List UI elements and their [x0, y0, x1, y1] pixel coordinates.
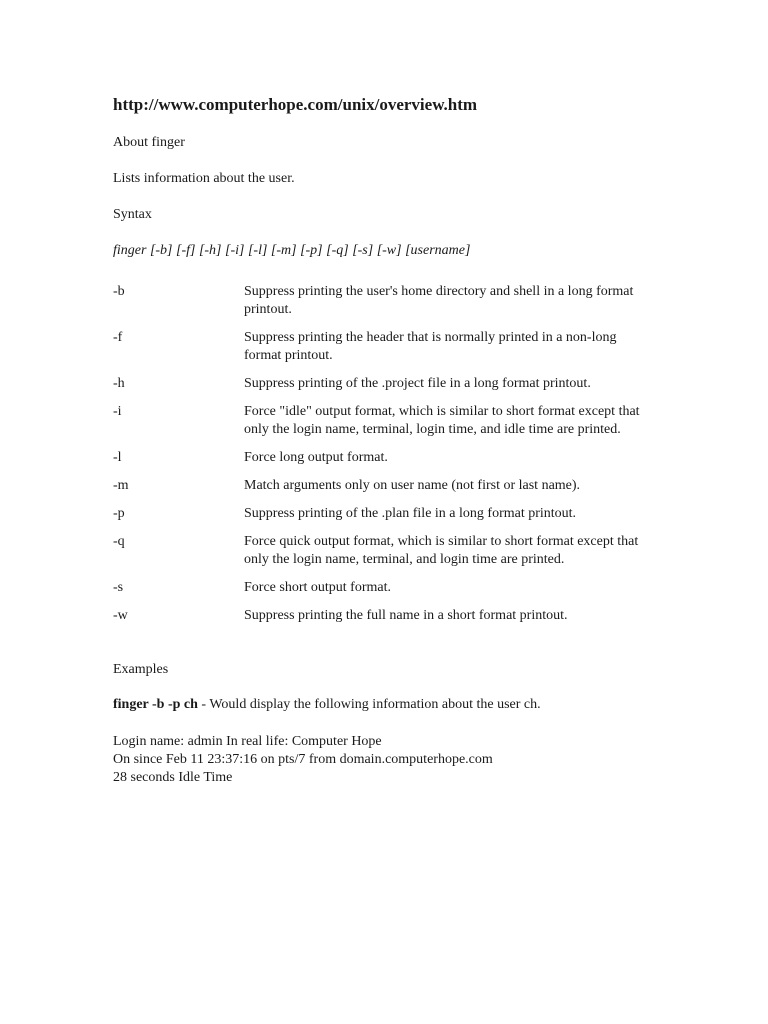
option-row: [113, 505, 653, 523]
output-line: On since Feb 11 23:37:16 on pts/7 from domain.computerhope.com: [113, 752, 493, 767]
description: Lists information about the user.: [113, 171, 295, 186]
option-flag: -p: [113, 506, 125, 521]
examples-heading: Examples: [113, 662, 169, 677]
option-description: Suppress printing of the .project file in a long format printout.: [244, 376, 591, 391]
option-description: Suppress printing the user's home directory and shell in a long format printout.: [244, 284, 634, 317]
option-description: Force short output format.: [244, 580, 391, 595]
option-description: Suppress printing the header that is normally printed in a non-long format printout.: [244, 330, 617, 363]
option-row: [113, 579, 653, 597]
option-row: [113, 533, 653, 569]
option-row: [113, 283, 653, 319]
option-row: [113, 607, 653, 625]
option-flag: -i: [113, 404, 122, 419]
output-line: Login name: admin In real life: Computer Hope: [113, 734, 382, 749]
option-flag: -w: [113, 608, 128, 623]
example-explanation: - Would display the following information about the user ch.: [197, 697, 541, 712]
syntax-line: finger [-b] [-f] [-h] [-i] [-l] [-m] [-p] [-q] [-s] [-w] [username]: [113, 243, 471, 258]
option-flag: -l: [113, 450, 122, 465]
option-flag: -s: [113, 580, 124, 595]
option-flag: -h: [113, 376, 125, 391]
option-flag: -f: [113, 330, 123, 345]
output-line: 28 seconds Idle Time: [113, 770, 233, 785]
option-row: [113, 477, 653, 495]
option-flag: -q: [113, 534, 125, 549]
option-description: Match arguments only on user name (not first or last name).: [244, 478, 581, 493]
source-url: http://www.computerhope.com/unix/overview.htm: [113, 95, 478, 114]
example-output: [113, 733, 493, 787]
option-row: [113, 329, 653, 365]
example-command: finger -b -p ch: [113, 697, 198, 712]
option-description: Suppress printing of the .plan file in a long format printout.: [244, 506, 577, 521]
options-table: [113, 283, 653, 635]
option-description: Force long output format.: [244, 450, 388, 465]
option-flag: -b: [113, 284, 125, 299]
option-row: [113, 403, 653, 439]
syntax-heading: Syntax: [113, 207, 152, 222]
example-line: [113, 696, 541, 714]
option-row: [113, 449, 653, 467]
option-description: Force quick output format, which is similar to short format except that only the login name, terminal, and login time are printed.: [244, 534, 639, 567]
option-description: Suppress printing the full name in a short format printout.: [244, 608, 568, 623]
option-row: [113, 375, 653, 393]
option-description: Force "idle" output format, which is similar to short format except that only the login name, terminal, login time, and idle time are printed.: [244, 404, 640, 437]
option-flag: -m: [113, 478, 129, 493]
about-heading: About finger: [113, 135, 185, 150]
